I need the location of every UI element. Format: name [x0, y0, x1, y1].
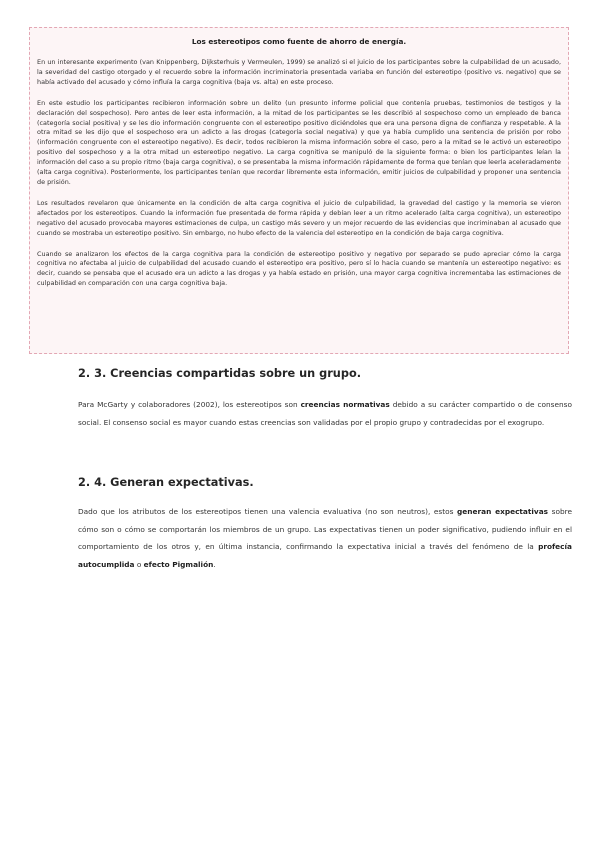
bold-term: creencias normativas	[300, 400, 390, 409]
text-run: .	[213, 560, 216, 570]
section-2-4-paragraph	[78, 503, 572, 574]
info-box-paragraph: Los resultados revelaron que únicamente en la condición de alta carga cognitiva el juicio de culpabilidad, la gravedad del castigo y la memoria se vieron afectados por los estereotipos. Cuando la información fue presentada de forma rápida y debían leer a un ritmo acelerado (alta carga cognitiva), un estereotipo negativo del acusado provocaba mayores estimaciones de culpa, un castigo más severo y un mejor recuerdo de las evidencias que incriminaban al acusado que cuando se mostraba un estereotipo positivo. Sin embargo, no hubo efecto de la valencia del estereotipo en la condición de baja carga cognitiva.	[37, 198, 561, 237]
section-heading-2-4: 2. 4. Generan expectativas.	[78, 476, 254, 489]
text-run: Para McGarty y colaboradores (2002), los estereotipos son	[78, 400, 301, 409]
section-2-3-paragraph	[78, 396, 572, 431]
info-box-title: Los estereotipos como fuente de ahorro de energía.	[191, 37, 407, 46]
text-run: debido a su carácter compartido o de consenso social. El consenso social es mayor cuando estas creencias son validadas por el propio grupo y contradecidas por el exogrupo.	[78, 400, 573, 427]
text-run: o	[134, 560, 144, 570]
info-box-paragraph: En este estudio los participantes recibieron información sobre un delito (un presunto informe policial que contenía pruebas, testimonios de testigos y la declaración del sospechoso). Pero antes de leer esta información, a la mitad de los participantes se les describió al sospechoso como un empleado de banca (categoría social positiva) y se les dio información congruente con el estereotipo positivo diciéndoles que era una persona digna de confianza y respetable. A la otra mitad se les dijo que el sospechoso era un adicto a las drogas (categoría social negativa) y que ya había cumplido una sentencia de prisión por robo (información congruente con el estereotipo negativo). Es decir, todos recibieron la misma información sobre el caso, pero a la mitad se le activó un estereotipo positivo del sospechoso y a la otra mitad un estereotipo negativo. La carga cognitiva se manipuló de la siguiente forma: o bien los participantes leían la información del caso a su propio ritmo (baja carga cognitiva), o se presentaba la misma información rápidamente de forma que tenían que leerla aceleradamente (alta carga cognitiva). Posteriormente, los participantes tenían que recordar libremente esta información, emitir juicios de culpabilidad y proponer una sentencia de prisión.	[37, 98, 561, 186]
info-box-paragraph: Cuando se analizaron los efectos de la carga cognitiva para la condición de estereotipo positivo y negativo por separado se pudo apreciar cómo la carga cognitiva no afectaba al juicio de culpabilidad del acusado cuando el estereotipo era positivo, pero sí lo hacía cuando se mantenía un estereotipo negativo: es decir, cuando se pensaba que el acusado era un adicto a las drogas y ya había estado en prisión, una mayor carga cognitiva incrementaba las estimaciones de culpabilidad en comparación con una carga cognitiva baja.	[37, 249, 561, 288]
info-box	[29, 27, 569, 354]
bold-term: efecto Pigmalión	[143, 560, 214, 570]
text-run: sobre cómo son o cómo se comportarán los miembros de un grupo. Las expectativas tienen un poder significativo, pudiendo influir en el comportamiento de los otros y, en última instancia, confirmando la expectativa inicial a través del fenómeno de la	[78, 507, 572, 552]
text-run: Dado que los atributos de los estereotipos tienen una valencia evaluativa (no son neutros), estos	[78, 507, 458, 516]
bold-term: profecía autocumplida	[78, 542, 572, 570]
bold-term: generan expectativas	[457, 507, 549, 516]
info-box-paragraph: En un interesante experimento (van Knippenberg, Dijksterhuis y Vermeulen, 1999) se analizó si el juicio de los participantes sobre la culpabilidad de un acusado, la severidad del castigo otorgado y el recuerdo sobre la información incriminatoria presentada variaba en función del estereotipo (positivo vs. negativo) que se había activado del acusado y cómo influía la carga cognitiva (baja vs. alta) en este proceso.	[37, 58, 561, 86]
section-heading-2-3: 2. 3. Creencias compartidas sobre un grupo.	[78, 367, 361, 380]
